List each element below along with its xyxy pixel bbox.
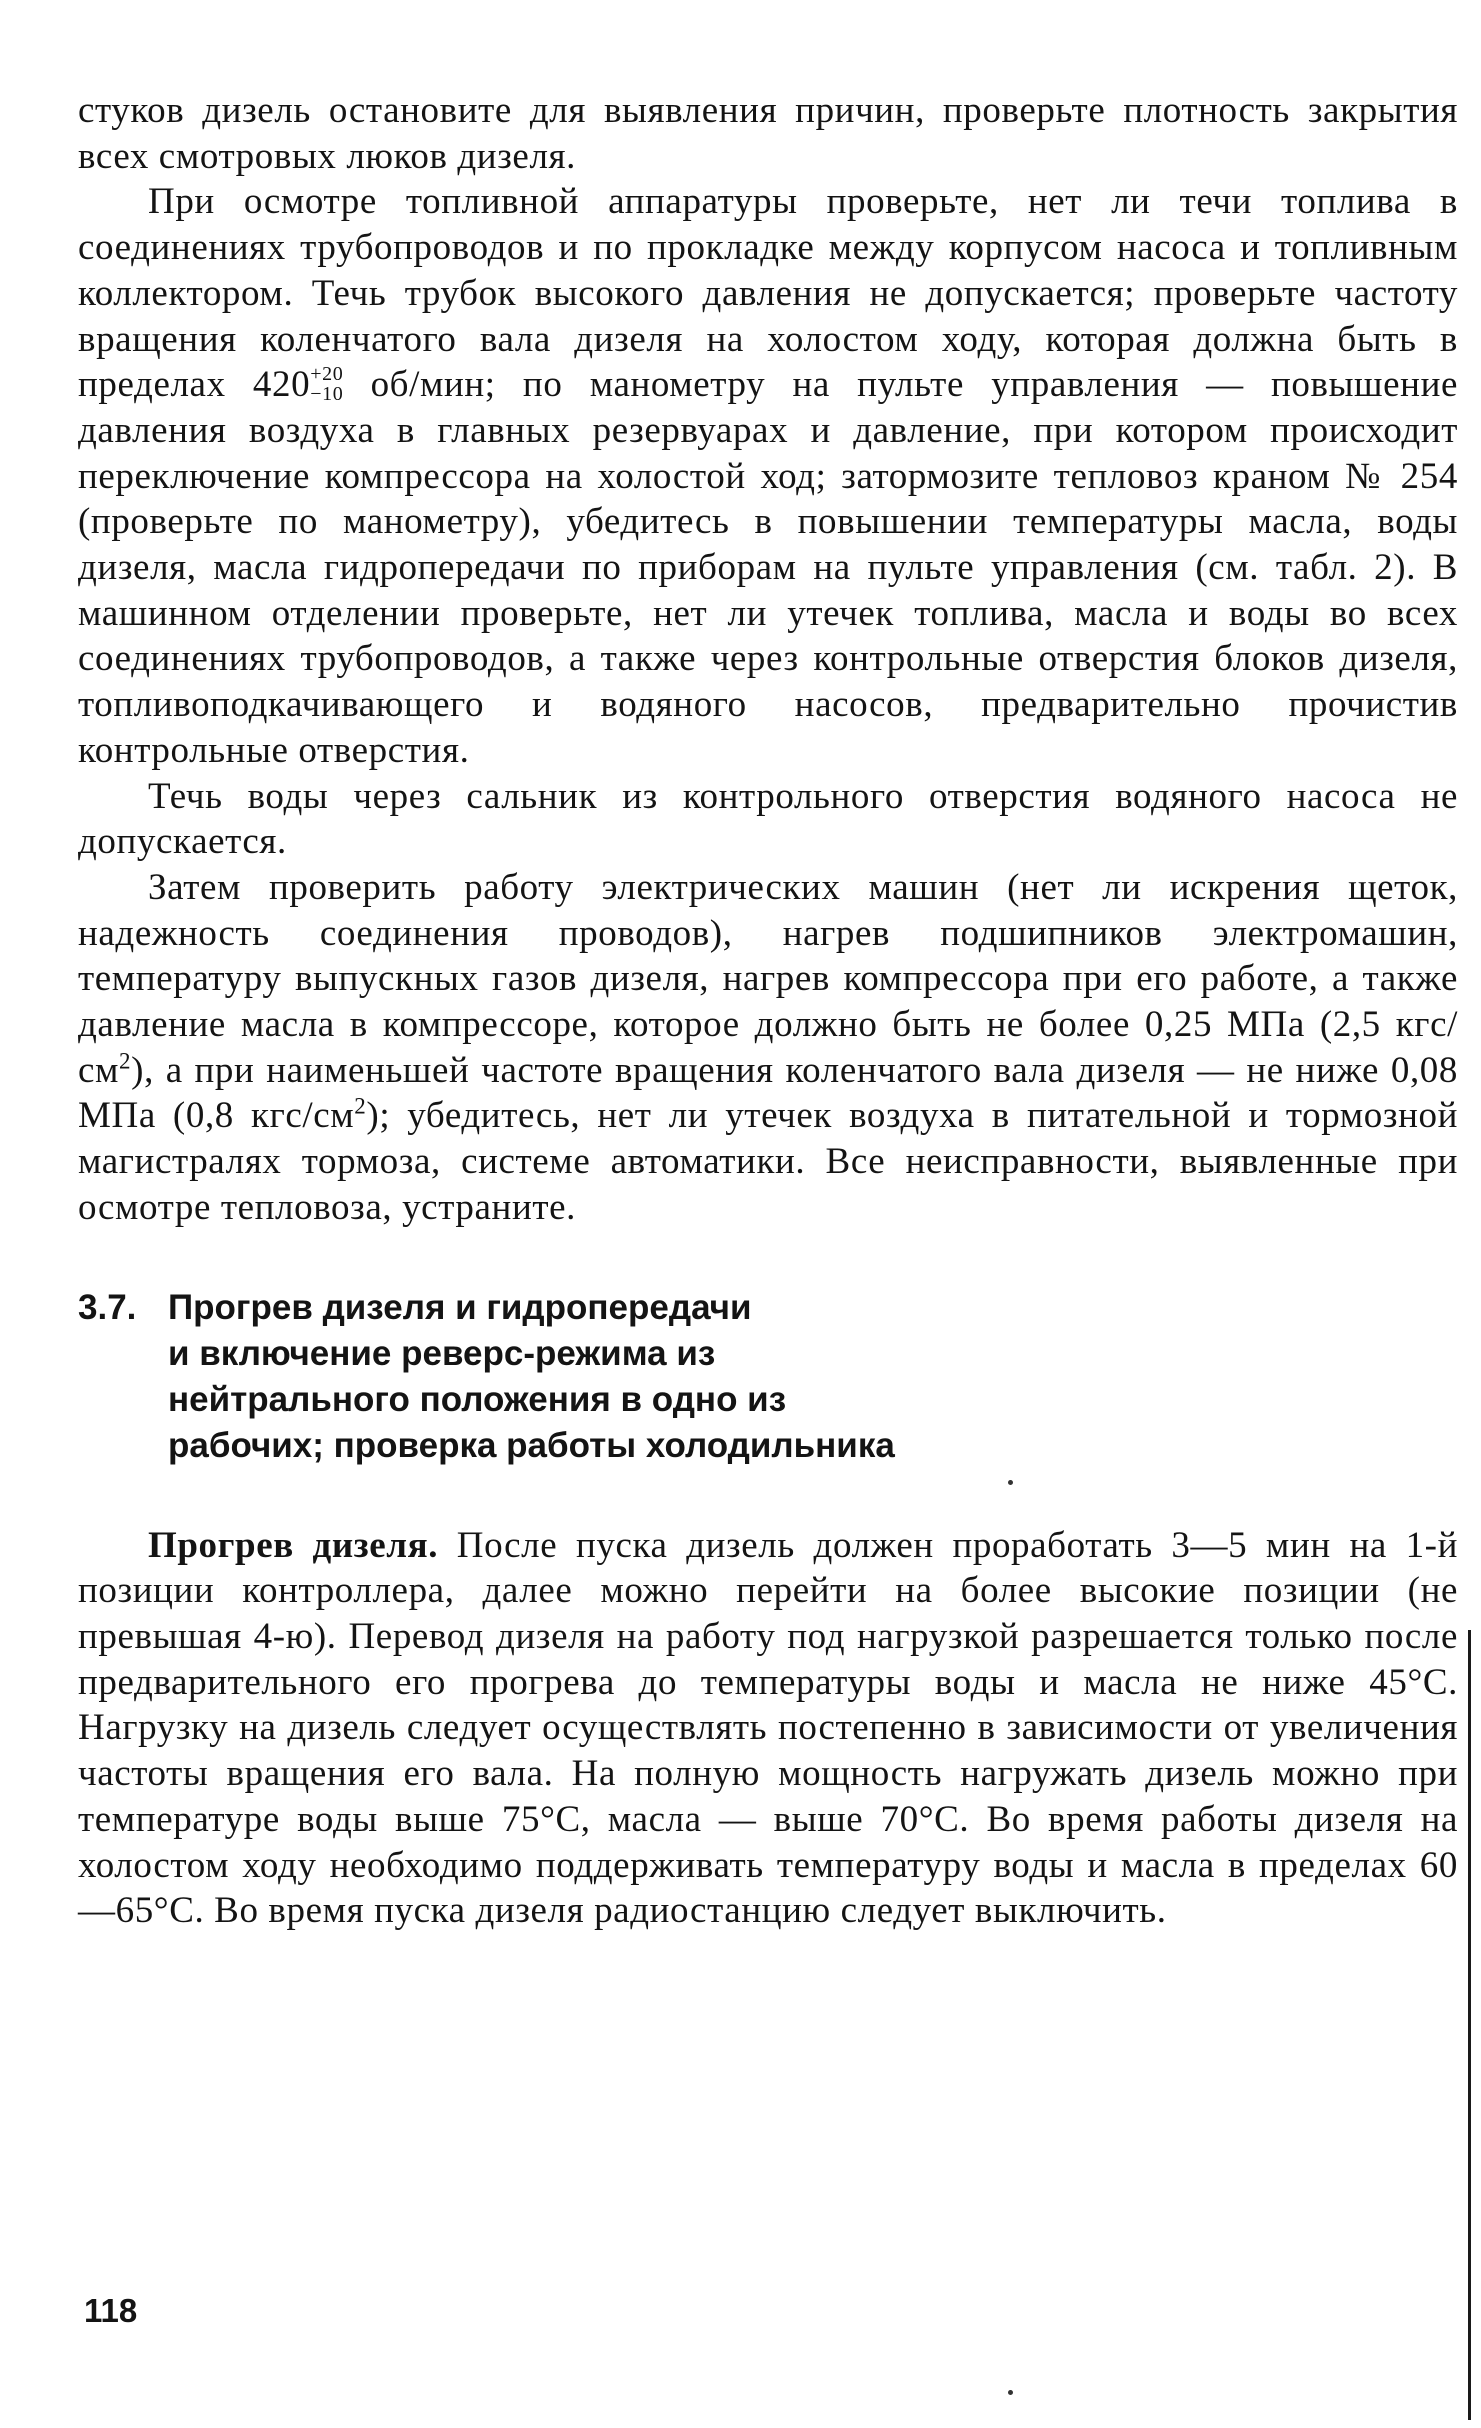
paragraph-4-text-b: ), а при наименьшей частоте вращения коленчатого вала дизеля — не ниже 0,08 МПа (0,8 кгс/см bbox=[78, 1049, 1458, 1137]
superscript-2: 2 bbox=[354, 1094, 367, 1120]
paragraph-2 bbox=[78, 179, 1458, 773]
rpm-tolerance bbox=[310, 364, 343, 404]
section-title-line: Прогрев дизеля и гидропередачи bbox=[168, 1287, 752, 1327]
paragraph-4-text-a: Затем проверить работу электрических машин (нет ли искрения щеток, надежность соединения проводов), нагрев подшипников электромашин, температуру выпускных газов дизеля, нагрев компрессора при его работе, а также давление масла в компрессоре, которое должно быть не более 0,25 МПа (2,5 кгс/см bbox=[78, 866, 1458, 1091]
section-number: 3.7. bbox=[78, 1287, 137, 1327]
scan-speck bbox=[1008, 1480, 1013, 1485]
section-title bbox=[168, 1285, 1018, 1469]
paragraph-2-text-a: При осмотре топливной аппаратуры проверьте, нет ли течи топлива в соединениях трубопроводов и по прокладке между корпусом насоса и топливным коллектором. Течь трубок высокого давления не допускается; проверьте частоту вращения коленчатого вала дизеля на холостом ходу, которая должна быть в пределах 420 bbox=[78, 181, 1458, 406]
paragraph-2-text-b: об/мин; по манометру на пульте управления — повышение давления воздуха в главных резервуарах и давление, при котором происходит переключение компрессора на холостой ход; затормозите тепловоз краном № 254 (проверьте по манометру), убедитесь в повышении температуры масла, воды дизеля, масла гидропередачи по приборам на пульте управления (см. табл. 2). В машинном отделении проверьте, нет ли утечек топлива, масла и воды во всех соединениях трубопроводов, а также через контрольные отверстия блоков дизеля, топливоподкачивающего и водяного насосов, предварительно прочистив контрольные отверстия. bbox=[78, 364, 1458, 771]
section-title-line: рабочих; проверка работы холодильника bbox=[168, 1425, 895, 1465]
rpm-tolerance-upper: +20 bbox=[310, 362, 344, 385]
scan-edge-line bbox=[1468, 1630, 1471, 2420]
paragraph-3: Течь воды через сальник из контрольного отверстия водяного насоса не допускается. bbox=[78, 775, 1458, 863]
section-title-line: нейтрального положения в одно из bbox=[168, 1379, 787, 1419]
section-title-line: и включение реверс-режима из bbox=[168, 1333, 716, 1373]
paragraph-5 bbox=[78, 1523, 1458, 1934]
paragraph-4-text-c: ); убедитесь, нет ли утечек воздуха в питательной и тормозной магистралях тормоза, системе автоматики. Все неисправности, выявленные при осмотре тепловоза, устраните. bbox=[78, 1095, 1459, 1228]
paragraph-4 bbox=[78, 865, 1458, 1231]
paragraph-1: стуков дизель остановите для выявления причин, проверьте плотность закрытия всех смотровых люков дизеля. bbox=[78, 90, 1458, 177]
scan-speck bbox=[1008, 2390, 1013, 2395]
page-body bbox=[78, 88, 1458, 1934]
section-heading bbox=[78, 1285, 1458, 1469]
page-number: 118 bbox=[84, 2292, 138, 2329]
paragraph-5-text: После пуска дизель должен проработать 3—5 мин на 1-й позиции контроллера, далее можно перейти на более высокие позиции (не превышая 4-ю). Перевод дизеля на работу под нагрузкой разрешается только после предварительного его прогрева до температуры воды и масла не ниже 45°С. Нагрузку на дизель следует осуществлять постепенно в зависимости от увеличения частоты вращения его вала. На полную мощность нагружать дизель можно при температуре воды выше 75°С, масла — выше 70°С. Во время работы дизеля на холостом ходу необходимо поддерживать температуру воды и масла в пределах 60—65°С. Во время пуска дизеля радиостанцию следует выключить. bbox=[78, 1524, 1459, 1932]
paragraph-5-lead: Прогрев дизеля. bbox=[148, 1524, 439, 1566]
superscript-1: 2 bbox=[119, 1048, 132, 1074]
rpm-tolerance-lower: −10 bbox=[310, 382, 344, 405]
